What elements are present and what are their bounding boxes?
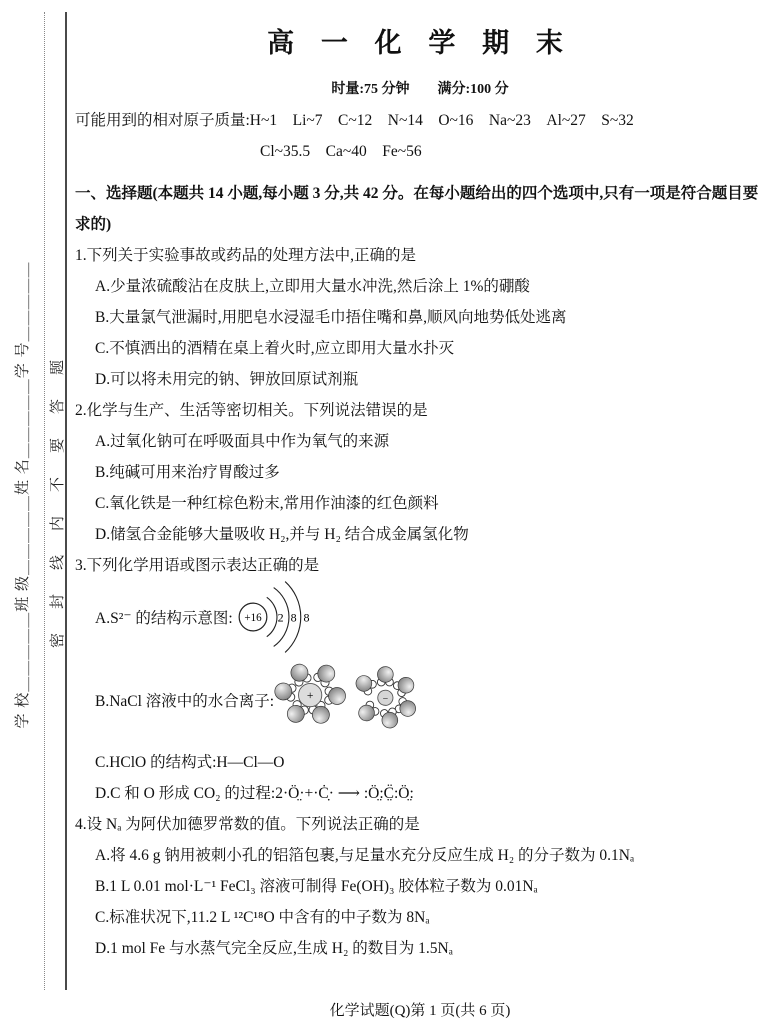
option-a: A.过氧化钠可在呼吸面具中作为氧气的来源 <box>95 433 390 450</box>
option-a: A.将 4.6 g 钠用被刺小孔的铝箔包裹,与足量水充分反应生成 H₂ 的分子数为 0.1Nₐ <box>95 847 635 864</box>
atomic-masses-line1: 可能用到的相对原子质量:H~1 Li~7 C~12 N~14 O~16 Na~23 Al~27 S~32 <box>75 112 634 129</box>
seal-dotted-line <box>44 12 45 990</box>
question-stem: 1.下列关于实验事故或药品的处理方法中,正确的是 <box>75 247 417 264</box>
svg-text:8: 8 <box>290 610 297 625</box>
svg-text:+: + <box>307 689 314 703</box>
option-b: B.纯碱可用来治疗胃酸过多 <box>95 464 280 481</box>
option-d: D.C 和 O 形成 CO₂ 的过程:2·Ö̤·+·Ċ̣· ⟶ :Ö̤:C̤̈:Ö̤: <box>95 785 414 802</box>
question-3 <box>75 550 765 809</box>
option-c: C.不慎洒出的酒精在桌上着火时,应立即用大量水扑灭 <box>95 340 455 357</box>
exam-meta: 时量:75 分钟 满分:100 分 <box>331 82 509 97</box>
section-heading: 一、选择题(本题共 14 小题,每小题 3 分,共 42 分。在每小题给出的四个选项中,只有一项是符合题目要求的) <box>75 185 759 233</box>
exam-content <box>75 0 765 964</box>
option-b: B.大量氯气泄漏时,用肥皂水浸湿毛巾捂住嘴和鼻,顺风向地势低处逃离 <box>95 309 567 326</box>
svg-text:2: 2 <box>277 610 284 625</box>
page-title: 高 一 化 学 期 末 <box>267 28 573 58</box>
atom-structure-diagram <box>233 581 321 653</box>
option-b <box>75 653 765 747</box>
question-stem: 4.设 Nₐ 为阿伏加德罗常数的值。下列说法正确的是 <box>75 816 420 833</box>
student-info-fields: 学 校＿＿＿＿＿班 级＿＿＿＿＿姓 名＿＿＿＿＿学 号＿＿＿＿＿ <box>15 261 31 729</box>
seal-phrase-text: 密封线内不要答题 <box>50 336 66 649</box>
page-footer: 化学试题(Q)第 1 页(共 6 页) <box>329 1003 511 1019</box>
option-a <box>75 581 765 653</box>
option-a-label: A.S²⁻ 的结构示意图: <box>95 610 233 627</box>
option-d: D.储氢合金能够大量吸收 H₂,并与 H₂ 结合成金属氢化物 <box>95 526 469 543</box>
question-2 <box>75 395 765 550</box>
svg-text:8: 8 <box>303 610 310 625</box>
option-c: C.HClO 的结构式:H—Cl—O <box>95 754 285 771</box>
option-b: B.1 L 0.01 mol·L⁻¹ FeCl₃ 溶液可制得 Fe(OH)₃ 胶体粒子数为 0.01Nₐ <box>95 878 538 895</box>
question-stem: 3.下列化学用语或图示表达正确的是 <box>75 557 320 574</box>
question-stem: 2.化学与生产、生活等密切相关。下列说法错误的是 <box>75 402 428 419</box>
option-b-label: B.NaCl 溶液中的水合离子: <box>95 693 275 710</box>
question-4 <box>75 809 765 964</box>
svg-text:−: − <box>382 693 389 705</box>
hydrated-ions-diagram <box>274 653 426 747</box>
option-c: C.标准状况下,11.2 L ¹²C¹⁸O 中含有的中子数为 8Nₐ <box>95 909 430 926</box>
question-1 <box>75 240 765 395</box>
option-d: D.可以将未用完的钠、钾放回原试剂瓶 <box>95 371 359 388</box>
option-c: C.氧化铁是一种红棕色粉末,常用作油漆的红色颜料 <box>95 495 439 512</box>
svg-text:+16: +16 <box>244 612 262 625</box>
option-d: D.1 mol Fe 与水蒸气完全反应,生成 H₂ 的数目为 1.5Nₐ <box>95 940 453 957</box>
atomic-masses-line2: Cl~35.5 Ca~40 Fe~56 <box>260 143 422 160</box>
option-a: A.少量浓硫酸沾在皮肤上,立即用大量水冲洗,然后涂上 1%的硼酸 <box>95 278 530 295</box>
